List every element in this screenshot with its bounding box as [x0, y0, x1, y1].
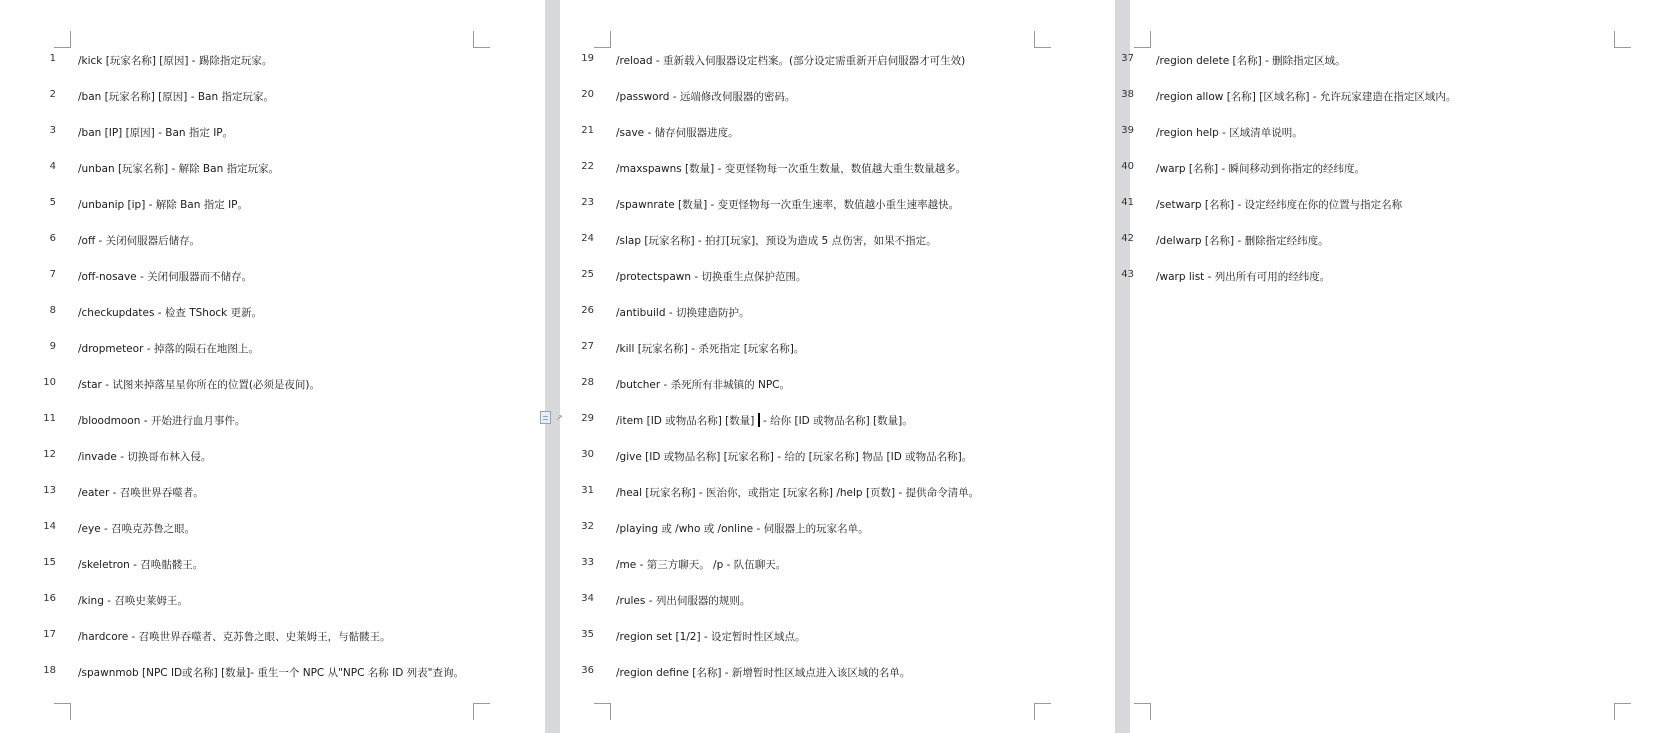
line-text-after-caret: - 给你 [ID 或物品名称] [数量]。	[759, 415, 913, 427]
line-number	[556, 413, 594, 424]
line-text: /skeletron - 召唤骷髅王。	[78, 559, 204, 571]
paragraph-icon[interactable]	[540, 411, 551, 424]
line-text: /me - 第三方聊天。 /p - 队伍聊天。	[616, 559, 787, 571]
line-number: 21	[581, 125, 594, 136]
line-number: 36	[581, 665, 594, 676]
line-text: /unban [玩家名称] - 解除 Ban 指定玩家。	[78, 163, 280, 175]
line-text: /delwarp [名称] - 删除指定经纬度。	[1156, 235, 1329, 247]
line-number: 38	[1121, 89, 1134, 100]
line-text: /kill [玩家名称] - 杀死指定 [玩家名称]。	[616, 343, 805, 355]
text-lines	[34, 53, 545, 701]
line-text: /warp [名称] - 瞬间移动到你指定的经纬度。	[1156, 163, 1366, 175]
text-line[interactable]	[1112, 161, 1655, 197]
line-text: /eye - 召唤克苏鲁之眼。	[78, 523, 196, 535]
line-text-before-caret: /item [ID 或物品名称] [数量]	[616, 415, 758, 427]
line-text: /off - 关闭伺服器后储存。	[78, 235, 201, 247]
text-lines	[556, 53, 1115, 701]
line-text: /butcher - 杀死所有非城镇的 NPC。	[616, 379, 790, 391]
text-line[interactable]	[1112, 89, 1655, 125]
margin-corner-bottom-right	[473, 703, 490, 720]
text-line[interactable]	[572, 341, 1115, 377]
line-number: 39	[1121, 125, 1134, 136]
line-text: /dropmeteor - 掉落的陨石在地图上。	[78, 343, 259, 355]
margin-corner-bottom-left	[54, 703, 71, 720]
text-line[interactable]	[34, 305, 545, 341]
line-number: 3	[49, 125, 56, 136]
text-line[interactable]	[572, 665, 1115, 701]
text-line[interactable]	[572, 377, 1115, 413]
line-number: 20	[581, 89, 594, 100]
line-number-value: 29	[581, 413, 594, 424]
document-page-3	[1121, 0, 1655, 733]
line-number: 27	[581, 341, 594, 352]
margin-corner-bottom-left	[1134, 703, 1151, 720]
line-text: /king - 召唤史莱姆王。	[78, 595, 188, 607]
line-text: /rules - 列出伺服器的规则。	[616, 595, 751, 607]
text-line[interactable]	[572, 557, 1115, 593]
line-number: 35	[581, 629, 594, 640]
text-line[interactable]	[572, 629, 1115, 665]
line-text: /spawnmob [NPC ID或名称] [数量]- 重生一个 NPC 从"NPC 名称 ID 列表"查询。	[78, 667, 464, 679]
text-line[interactable]	[34, 413, 545, 449]
text-line[interactable]	[34, 593, 545, 629]
line-text: /give [ID 或物品名称] [玩家名称] - 给的 [玩家名称] 物品 [ID 或物品名称]。	[616, 451, 973, 463]
line-number: 30	[581, 449, 594, 460]
line-number: 11	[43, 413, 56, 424]
text-line[interactable]	[34, 521, 545, 557]
line-number: 26	[581, 305, 594, 316]
line-text	[616, 413, 913, 428]
line-number: 28	[581, 377, 594, 388]
margin-corner-top-right	[1614, 31, 1631, 48]
line-text: /region set [1/2] - 设定暂时性区域点。	[616, 631, 806, 643]
margin-corner-top-left	[54, 31, 71, 48]
line-number: 7	[49, 269, 56, 280]
line-text: /save - 储存伺服器进度。	[616, 127, 739, 139]
text-line[interactable]	[34, 125, 545, 161]
text-line[interactable]	[572, 449, 1115, 485]
margin-corner-bottom-right	[1614, 703, 1631, 720]
line-text: /region help - 区域清单说明。	[1156, 127, 1303, 139]
line-number: 4	[49, 161, 56, 172]
line-text: /password - 远端修改伺服器的密码。	[616, 91, 796, 103]
line-text: /slap [玩家名称] - 拍打[玩家]，预设为造成 5 点伤害，如果不指定。	[616, 235, 937, 247]
line-text: /region define [名称] - 新增暂时性区域点进入该区域的名单。	[616, 667, 911, 679]
text-line[interactable]	[572, 197, 1115, 233]
line-number: 1	[49, 53, 56, 64]
line-text: /kick [玩家名称] [原因] - 踢除指定玩家。	[78, 55, 273, 67]
text-line[interactable]	[1112, 125, 1655, 161]
margin-corner-top-right	[1034, 31, 1051, 48]
margin-corner-bottom-left	[594, 703, 611, 720]
margin-corner-top-left	[594, 31, 611, 48]
line-text: /protectspawn - 切换重生点保护范围。	[616, 271, 807, 283]
line-number: 16	[43, 593, 56, 604]
line-number: 31	[581, 485, 594, 496]
line-text: /checkupdates - 检查 TShock 更新。	[78, 307, 263, 319]
text-line[interactable]	[572, 125, 1115, 161]
line-number: 37	[1121, 53, 1134, 64]
line-text: /unbanip [ip] - 解除 Ban 指定 IP。	[78, 199, 248, 211]
document-page-2	[556, 0, 1115, 733]
text-line-active[interactable]	[556, 413, 1115, 449]
text-line[interactable]	[572, 89, 1115, 125]
line-text: /spawnrate [数量] - 变更怪物每一次重生速率，数值越小重生速率越快。	[616, 199, 960, 211]
text-line[interactable]	[34, 485, 545, 521]
line-number: 41	[1121, 197, 1134, 208]
text-lines	[1112, 53, 1655, 305]
text-line[interactable]	[34, 53, 545, 89]
text-line[interactable]	[572, 269, 1115, 305]
line-text: /setwarp [名称] - 设定经纬度在你的位置与指定名称	[1156, 199, 1403, 211]
line-number: 40	[1121, 161, 1134, 172]
line-number: 18	[43, 665, 56, 676]
margin-corner-top-right	[473, 31, 490, 48]
margin-corner-bottom-right	[1034, 703, 1051, 720]
line-text: /hardcore - 召唤世界吞噬者、克苏鲁之眼、史莱姆王，与骷髅王。	[78, 631, 391, 643]
text-line[interactable]	[572, 485, 1115, 521]
line-number: 17	[43, 629, 56, 640]
text-line[interactable]	[1112, 197, 1655, 233]
text-line[interactable]	[34, 89, 545, 125]
document-page-1	[0, 0, 545, 733]
line-number: 22	[581, 161, 594, 172]
line-number: 25	[581, 269, 594, 280]
text-line[interactable]	[1112, 233, 1655, 269]
line-text: /warp list - 列出所有可用的经纬度。	[1156, 271, 1331, 283]
line-number: 8	[49, 305, 56, 316]
line-number: 2	[49, 89, 56, 100]
line-text: /ban [玩家名称] [原因] - Ban 指定玩家。	[78, 91, 274, 103]
line-number: 13	[43, 485, 56, 496]
line-number: 12	[43, 449, 56, 460]
line-text: /region delete [名称] - 删除指定区域。	[1156, 55, 1346, 67]
text-line[interactable]	[34, 557, 545, 593]
line-number: 32	[581, 521, 594, 532]
text-line[interactable]	[34, 269, 545, 305]
text-line[interactable]	[34, 665, 545, 701]
text-line[interactable]	[34, 233, 545, 269]
text-line[interactable]	[34, 377, 545, 413]
line-text: /reload - 重新载入伺服器设定档案。(部分设定需重新开启伺服器才可生效)	[616, 55, 966, 67]
text-line[interactable]	[1112, 53, 1655, 89]
line-text: /maxspawns [数量] - 变更怪物每一次重生数量，数值越大重生数量越多。	[616, 163, 967, 175]
text-line[interactable]	[34, 449, 545, 485]
line-number: 15	[43, 557, 56, 568]
line-number: 34	[581, 593, 594, 604]
line-number: 19	[581, 53, 594, 64]
text-line[interactable]	[34, 629, 545, 665]
line-text: /invade - 切换哥布林入侵。	[78, 451, 212, 463]
paragraph-mark-icon: ↗	[556, 413, 563, 422]
line-text: /bloodmoon - 开始进行血月事件。	[78, 415, 246, 427]
line-number: 14	[43, 521, 56, 532]
line-number: 10	[43, 377, 56, 388]
line-number: 9	[49, 341, 56, 352]
margin-corner-top-left	[1134, 31, 1151, 48]
text-line[interactable]	[572, 305, 1115, 341]
text-line[interactable]	[572, 593, 1115, 629]
line-number: 24	[581, 233, 594, 244]
text-line[interactable]	[572, 233, 1115, 269]
line-text: /eater - 召唤世界吞噬者。	[78, 487, 204, 499]
line-text: /antibuild - 切换建造防护。	[616, 307, 750, 319]
line-text: /playing 或 /who 或 /online - 伺服器上的玩家名单。	[616, 523, 869, 535]
line-number: 5	[49, 197, 56, 208]
line-text: /star - 试图来掉落星星你所在的位置(必须是夜间)。	[78, 379, 321, 391]
text-line[interactable]	[572, 53, 1115, 89]
line-number: 33	[581, 557, 594, 568]
text-line[interactable]	[1112, 269, 1655, 305]
line-number: 42	[1121, 233, 1134, 244]
text-line[interactable]	[34, 341, 545, 377]
line-text: /heal [玩家名称] - 医治你，或指定 [玩家名称] /help [页数] - 提供命令清单。	[616, 487, 980, 499]
line-number: 43	[1121, 269, 1134, 280]
line-text: /region allow [名称] [区域名称] - 允许玩家建造在指定区域内。	[1156, 91, 1457, 103]
text-line[interactable]	[572, 521, 1115, 557]
text-line[interactable]	[34, 161, 545, 197]
line-number: 23	[581, 197, 594, 208]
line-number: 6	[49, 233, 56, 244]
line-text: /ban [IP] [原因] - Ban 指定 IP。	[78, 127, 234, 139]
line-text: /off-nosave - 关闭伺服器而不储存。	[78, 271, 253, 283]
text-line[interactable]	[572, 161, 1115, 197]
text-line[interactable]	[34, 197, 545, 233]
